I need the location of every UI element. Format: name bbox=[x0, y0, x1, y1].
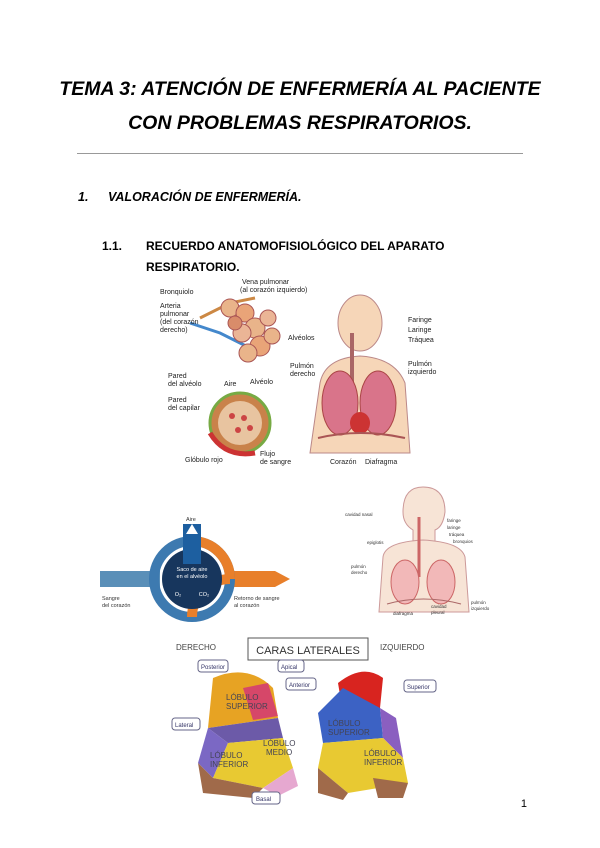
label-arteria: Arteria bbox=[160, 303, 181, 310]
label-lobulo-inf-der-2: INFERIOR bbox=[210, 760, 249, 769]
document-title bbox=[0, 72, 600, 140]
blood-out-flow bbox=[230, 571, 290, 587]
label-lobulo-sup-der-2: SUPERIOR bbox=[226, 702, 268, 711]
title-line-2: CON PROBLEMAS RESPIRATORIOS. bbox=[128, 112, 472, 134]
label-retorno-2: al corazón bbox=[234, 603, 260, 609]
label-corazon: Corazón bbox=[330, 459, 357, 466]
label-saco-2: en el alvéolo bbox=[176, 574, 208, 580]
right-lung bbox=[198, 672, 298, 798]
label-superior: Superior bbox=[407, 685, 430, 691]
label-traquea: tráquea bbox=[449, 532, 465, 537]
label-lobulo-medio: LÓBULO bbox=[263, 739, 296, 748]
label-sangre-2: del corazón bbox=[102, 603, 131, 609]
label-epiglotis: epiglotis bbox=[367, 540, 384, 545]
label-faringe: Faringe bbox=[408, 317, 432, 324]
label-lobulo-sup-der: LÓBULO bbox=[226, 693, 259, 702]
label-pared-alveolo-2: del alvéolo bbox=[168, 381, 202, 388]
subsection-number: 1.1. bbox=[102, 239, 123, 253]
label-pulmon-derecho-2: derecho bbox=[290, 371, 316, 378]
label-flujo-2: de sangre bbox=[260, 459, 292, 466]
label-apical: Apical bbox=[281, 665, 298, 671]
label-faringe: faringe bbox=[447, 518, 461, 523]
label-pulmon-izquierdo: Pulmón bbox=[408, 361, 432, 368]
label-saco: Saco de aire bbox=[176, 567, 208, 573]
label-pulmon-izquierdo-2: izquierdo bbox=[408, 369, 437, 376]
label-arteria-2: pulmonar bbox=[160, 311, 190, 318]
label-lobulo-inf-izq: LÓBULO bbox=[364, 749, 397, 758]
section-title: VALORACIÓN DE ENFERMERÍA. bbox=[108, 190, 302, 204]
label-aire: Aire bbox=[224, 381, 237, 388]
label-vena-pulmonar-2: (al corazón izquierdo) bbox=[240, 287, 308, 294]
label-cavidad-pleural-2: pleural bbox=[431, 610, 445, 615]
label-pulmon-izquierdo-2: izquierdo bbox=[471, 606, 490, 611]
label-lateral: Lateral bbox=[175, 723, 194, 729]
label-anterior: Anterior bbox=[289, 683, 311, 689]
label-cavidad-pleural: cavidad bbox=[431, 604, 447, 609]
title-line-1: TEMA 3: ATENCIÓN DE ENFERMERÍA AL PACIENTE bbox=[59, 78, 541, 100]
page-number: 1 bbox=[520, 798, 527, 810]
respiratory-system-sketch bbox=[343, 482, 495, 620]
gas-exchange-figure bbox=[100, 516, 290, 616]
label-pared-capilar-2: del capilar bbox=[168, 405, 200, 412]
label-pared-alveolo: Pared bbox=[168, 373, 187, 380]
alveolus-cross-section bbox=[210, 393, 270, 454]
label-globulo-rojo: Glóbulo rojo bbox=[185, 457, 223, 464]
label-lobulo-inf-izq-2: INFERIOR bbox=[364, 758, 403, 767]
label-derecho: DERECHO bbox=[176, 643, 217, 652]
label-pulmon-izquierdo: pulmón bbox=[471, 600, 486, 605]
label-retorno: Retorno de sangre bbox=[234, 596, 280, 602]
label-bronquiolo: Bronquiolo bbox=[160, 289, 194, 296]
label-posterior: Posterior bbox=[201, 665, 226, 671]
label-basal: Basal bbox=[256, 797, 272, 803]
label-aire: Aire bbox=[186, 517, 196, 523]
label-o2: O₂ bbox=[174, 592, 182, 598]
label-lobulo-sup-izq: LÓBULO bbox=[328, 719, 361, 728]
label-sangre: Sangre bbox=[102, 596, 120, 602]
label-alveolos: Alvéolos bbox=[288, 335, 315, 342]
label-diafragma: Diafragma bbox=[365, 459, 398, 466]
label-izquierdo: IZQUIERDO bbox=[380, 643, 425, 652]
label-laringe: Laringe bbox=[408, 327, 432, 334]
label-traquea: Tráquea bbox=[408, 337, 434, 344]
title-divider bbox=[77, 153, 523, 154]
label-diafragma: diafragma bbox=[393, 611, 414, 616]
label-arteria-3: (del corazón bbox=[160, 319, 199, 326]
label-pared-capilar: Pared bbox=[168, 397, 187, 404]
subsection-title: RECUERDO ANATOMOFISIOLÓGICO DEL APARATO RESPIRATORIO. bbox=[146, 239, 445, 274]
label-lobulo-sup-izq-2: SUPERIOR bbox=[328, 728, 370, 737]
label-arteria-4: derecho) bbox=[160, 327, 188, 334]
human-torso bbox=[310, 295, 410, 453]
caras-title: CARAS LATERALES bbox=[256, 645, 360, 657]
label-lobulo-inf-der: LÓBULO bbox=[210, 751, 243, 760]
label-lobulo-medio-2: MEDIO bbox=[266, 748, 293, 757]
label-vena-pulmonar: Vena pulmonar bbox=[242, 279, 290, 286]
lung-lateral-faces-figure bbox=[168, 628, 448, 812]
section-number: 1. bbox=[78, 190, 89, 204]
label-bronquios: bronquios bbox=[453, 539, 473, 544]
alveoli-cluster bbox=[190, 298, 280, 362]
label-cavidad-nasal: cavidad nasal bbox=[345, 512, 373, 517]
label-alveolo: Alvéolo bbox=[250, 379, 273, 386]
label-co2: CO₂ bbox=[198, 592, 210, 598]
label-pulmon-derecho: Pulmón bbox=[290, 363, 314, 370]
respiratory-anatomy-figure bbox=[160, 278, 437, 470]
label-pulmon-derecho-2: derecho bbox=[351, 570, 368, 575]
label-flujo: Flujo bbox=[260, 451, 276, 458]
label-pulmon-derecho: pulmón bbox=[351, 564, 366, 569]
label-laringe: laringe bbox=[447, 525, 461, 530]
